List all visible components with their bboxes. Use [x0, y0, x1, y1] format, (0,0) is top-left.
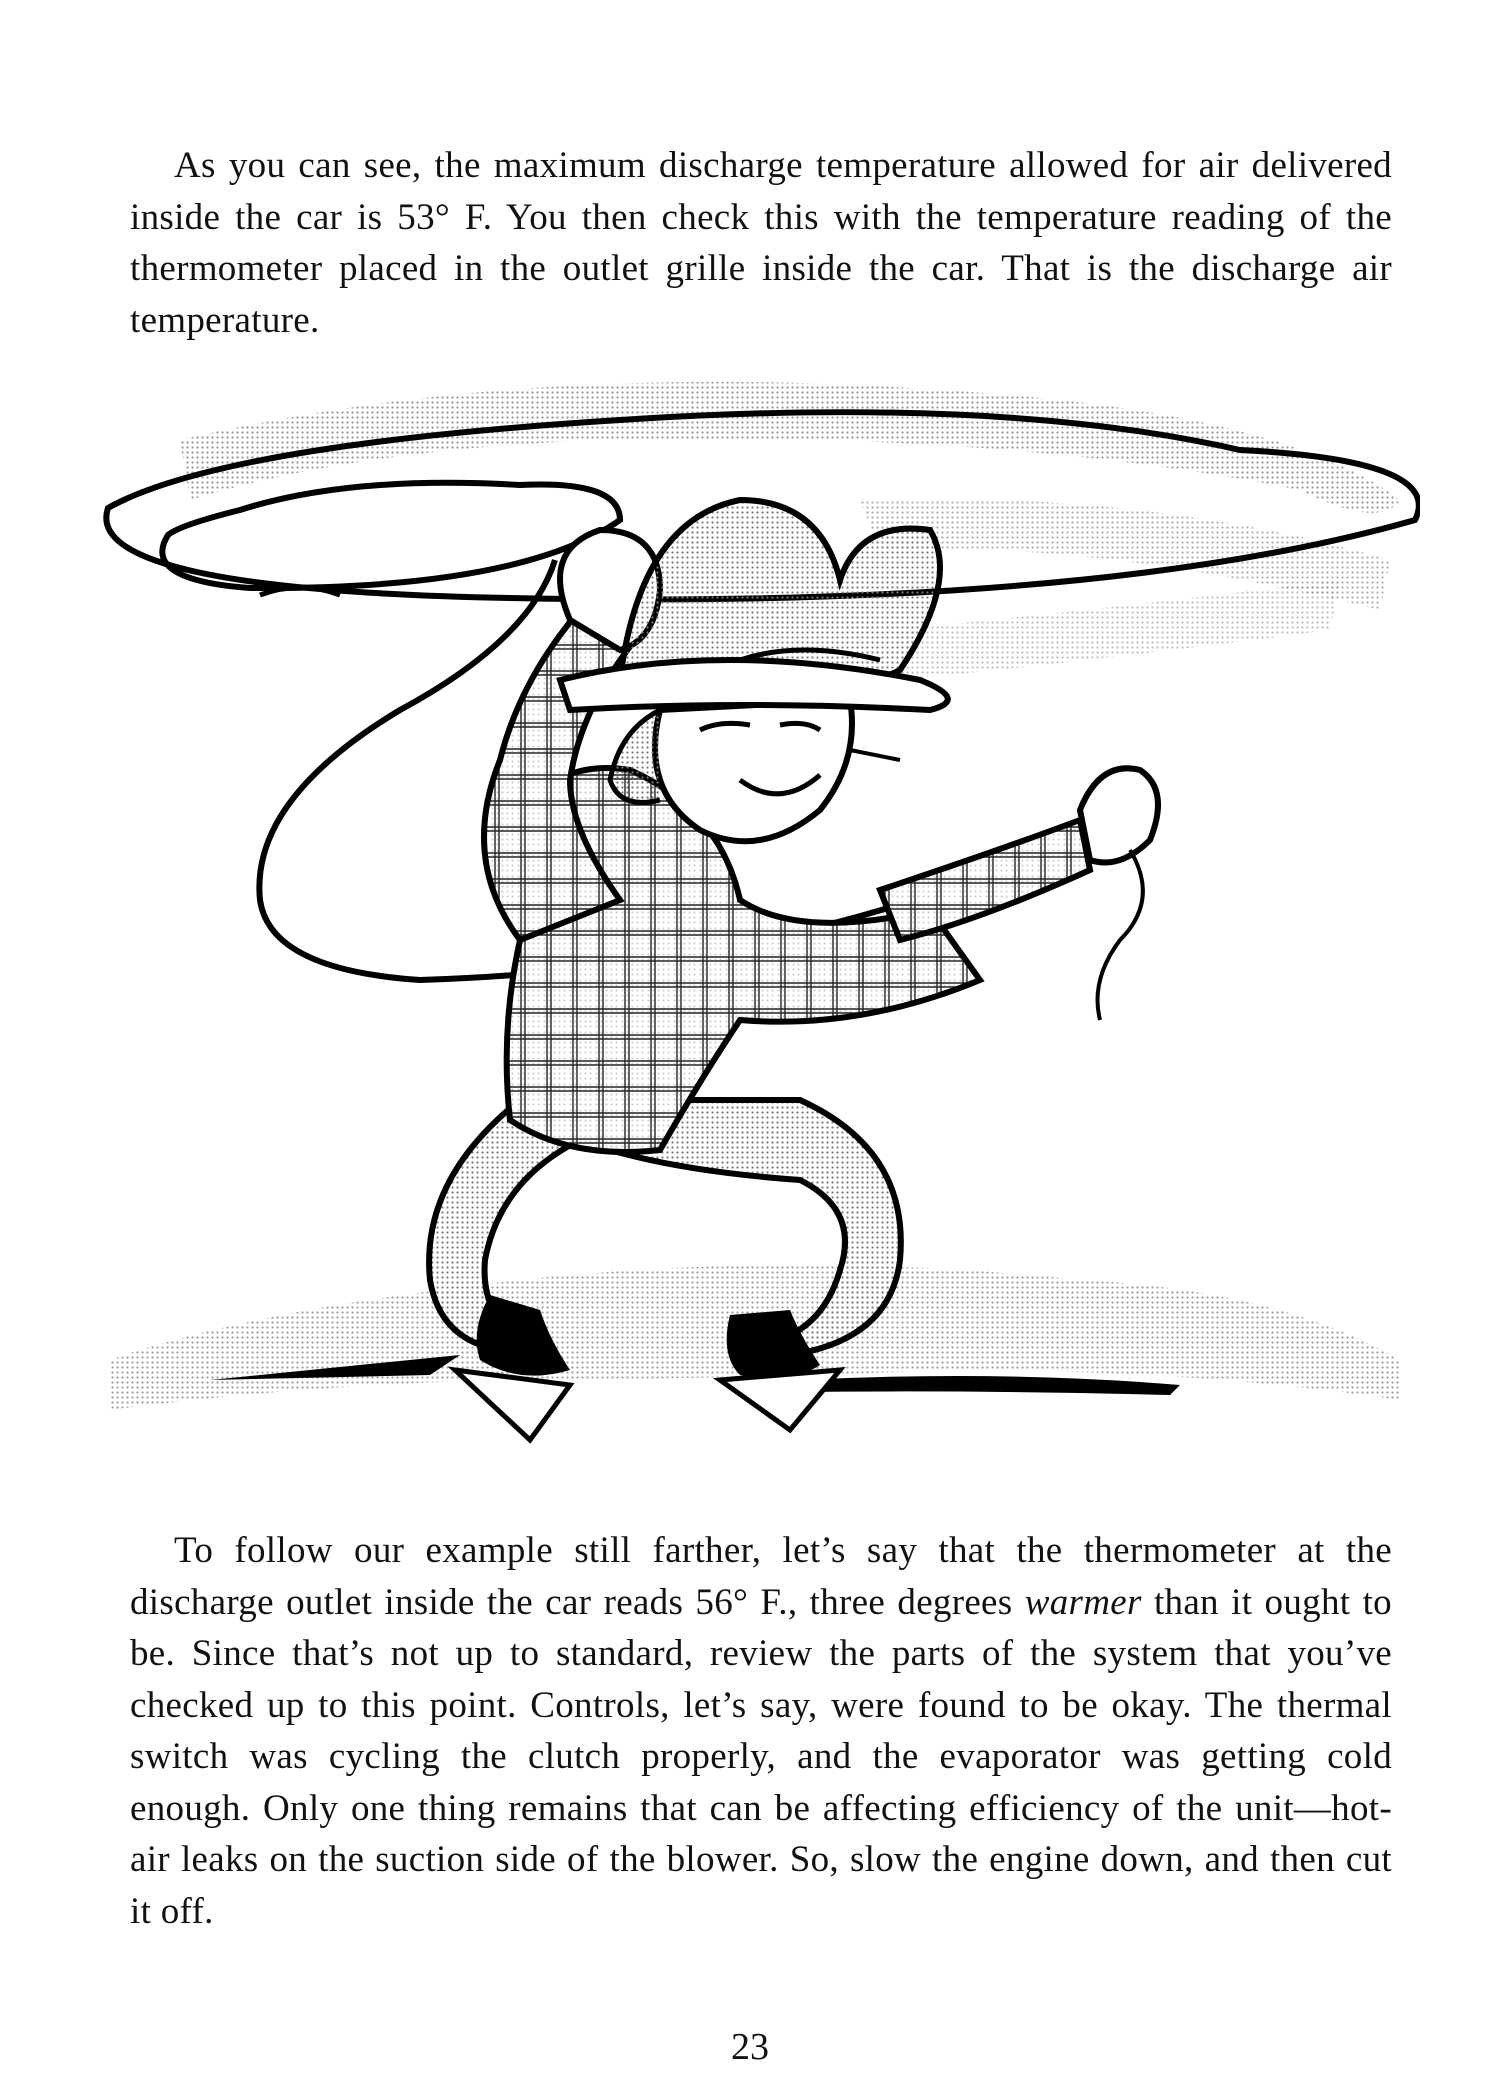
paragraph-1 — [130, 140, 1392, 346]
cowboy-with-lasso-illustration — [100, 380, 1420, 1490]
cowboy-face — [655, 700, 852, 841]
paragraph-1-text: As you can see, the maximum discharge temperature allowed for air delivered inside the car is 53° F. You then check this with the temperature reading of the thermometer placed in the outlet grille inside the car. That is the discharge air temperature. — [130, 145, 1392, 341]
cowboy-extended-hand — [1080, 768, 1158, 862]
page-number: 23 — [731, 2026, 769, 2068]
paragraph-2-text-after: than it ought to be. Since that’s not up to standard, review the parts of the system that you’ve checked up to this point. Controls, let’s say, were found to be okay. The thermal switch was cycling the clutch properly, and the evaporator was getting cold enough. Only one thing remains that can be affecting efficiency of the unit—hot-air leaks on the suction side of the blower. So, slow the engine down, and then cut it off. — [130, 1581, 1392, 1932]
paragraph-2-text-before: To follow our example still farther, let’s say that the thermometer at the discharge outlet inside the car reads 56° F., three degrees — [130, 1530, 1392, 1623]
paragraph-2-emphasis: warmer — [1024, 1581, 1142, 1623]
paragraph-2 — [130, 1525, 1392, 1937]
cowboy-extended-arm — [880, 820, 1090, 940]
